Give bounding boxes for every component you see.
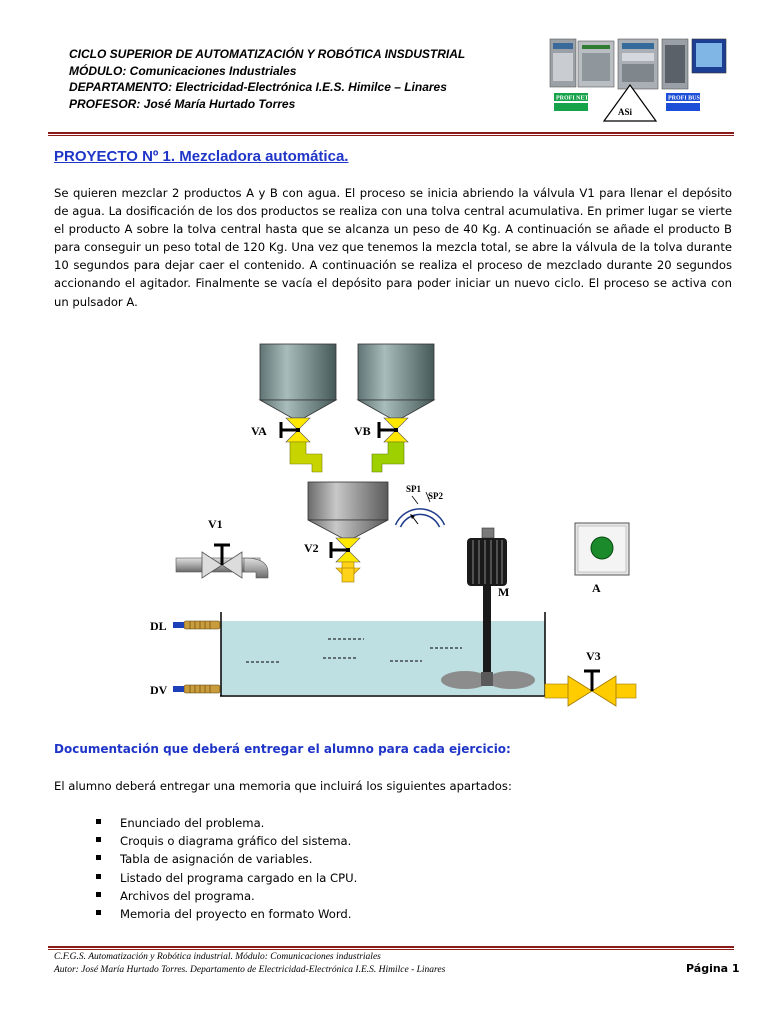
list-item [94, 869, 357, 887]
list-item [94, 905, 357, 923]
header-teacher: PROFESOR: José María Hurtado Torres [69, 96, 296, 111]
footer-divider [48, 946, 734, 948]
list-item [94, 832, 357, 850]
sensor-dv [173, 685, 220, 693]
bullet-icon [96, 874, 101, 879]
profinet-logo [554, 93, 589, 111]
header-logos [548, 33, 728, 123]
document-header [69, 46, 549, 112]
project-description: Se quieren mezclar 2 productos A y B con agua. El proceso se inicia abriendo la válvula V1 para llenar el depósito de agua. La dosificación de los dos productos se realiza con una tolva central acumulativa. En primer lugar se vierte el producto A sobre la tolva central hasta que se alcanza un peso de 40 Kg. A continuación se añade el producto B para conseguir un peso total de 120 Kg. Una vez que tenemos la mezcla total, se abre la válvula de la tolva durante 10 segundos para dejar caer el contenido. A continuación se realiza el proceso de mezclado durante 20 segundos accionando el agitador. Finalmente se vacía el depósito para poder iniciar un nuevo ciclo. El proceso se activa con un pulsador A. [54, 186, 732, 309]
valve-vb [372, 418, 408, 472]
list-item-text: Croquis o diagrama gráfico del sistema. [120, 834, 352, 849]
label-vb: VB [354, 424, 371, 438]
list-item-text: Memoria del proyecto en formato Word. [120, 907, 352, 922]
profibus-logo-text-1: PROFI BUS [668, 95, 700, 102]
central-hopper [308, 482, 388, 538]
profinet-logo-text-1: PROFI NET [556, 95, 589, 102]
header-divider [48, 132, 734, 134]
project-title: PROYECTO Nº 1. Mezcladora automática. [54, 148, 349, 165]
label-v1: V1 [208, 517, 223, 531]
label-m: M [498, 585, 510, 599]
document-footer [54, 951, 734, 977]
list-item [94, 814, 357, 832]
documentation-heading: Documentación que deberá entregar el alumno para cada ejercicio: [54, 742, 511, 756]
sensor-dl [173, 621, 220, 629]
list-item [94, 850, 357, 868]
bullet-icon [96, 892, 101, 897]
label-v2: V2 [304, 541, 319, 555]
pushbutton-a[interactable] [575, 523, 629, 575]
valve-v1 [202, 545, 242, 578]
list-item [94, 887, 357, 905]
valve-va [281, 418, 322, 472]
label-a: A [592, 581, 601, 595]
bullet-icon [96, 837, 101, 842]
list-item-text: Listado del programa cargado en la CPU. [120, 870, 358, 885]
page-number: Página 1 [686, 962, 740, 975]
label-va: VA [251, 424, 267, 438]
valve-v3 [568, 671, 616, 706]
profibus-logo [666, 93, 701, 111]
valve-v2 [331, 538, 360, 582]
plc-modules-image [550, 39, 726, 89]
list-item-text: Archivos del programa. [120, 888, 255, 903]
label-dl: DL [150, 619, 167, 633]
label-v3: V3 [586, 649, 601, 663]
label-sp2: SP2 [428, 491, 444, 501]
asi-logo-text: ASi [618, 107, 633, 117]
bullet-icon [96, 855, 101, 860]
header-course: CICLO SUPERIOR DE AUTOMATIZACIÓN Y ROBÓTICA INSDUSTRIAL [69, 47, 466, 61]
header-module: MÓDULO: Comunicaciones Industriales [69, 63, 297, 78]
hopper-a [260, 344, 336, 418]
asi-logo [604, 85, 656, 121]
documentation-intro: El alumno deberá entregar una memoria que incluirá los siguientes apartados: [54, 779, 512, 793]
hopper-b [358, 344, 434, 418]
deliverables-list [94, 814, 357, 923]
bullet-icon [96, 819, 101, 824]
list-item-text: Enunciado del problema. [120, 816, 265, 830]
header-divider-thin [48, 135, 734, 136]
footer-author: Autor: José María Hurtado Torres. Departamento de Electricidad-Electrónica I.E.S. Himilce - Linares [54, 965, 446, 975]
bullet-icon [96, 910, 101, 915]
header-department: DEPARTAMENTO: Electricidad-Electrónica I.E.S. Himilce – Linares [69, 80, 447, 94]
footer-course: C.F.G.S. Automatización y Robótica industrial. Módulo: Comunicaciones industriales [54, 952, 381, 962]
footer-divider-thin [48, 949, 734, 950]
list-item-text: Tabla de asignación de variables. [120, 852, 313, 867]
process-diagram [140, 334, 650, 714]
label-dv: DV [150, 683, 168, 697]
label-sp1: SP1 [406, 484, 422, 494]
